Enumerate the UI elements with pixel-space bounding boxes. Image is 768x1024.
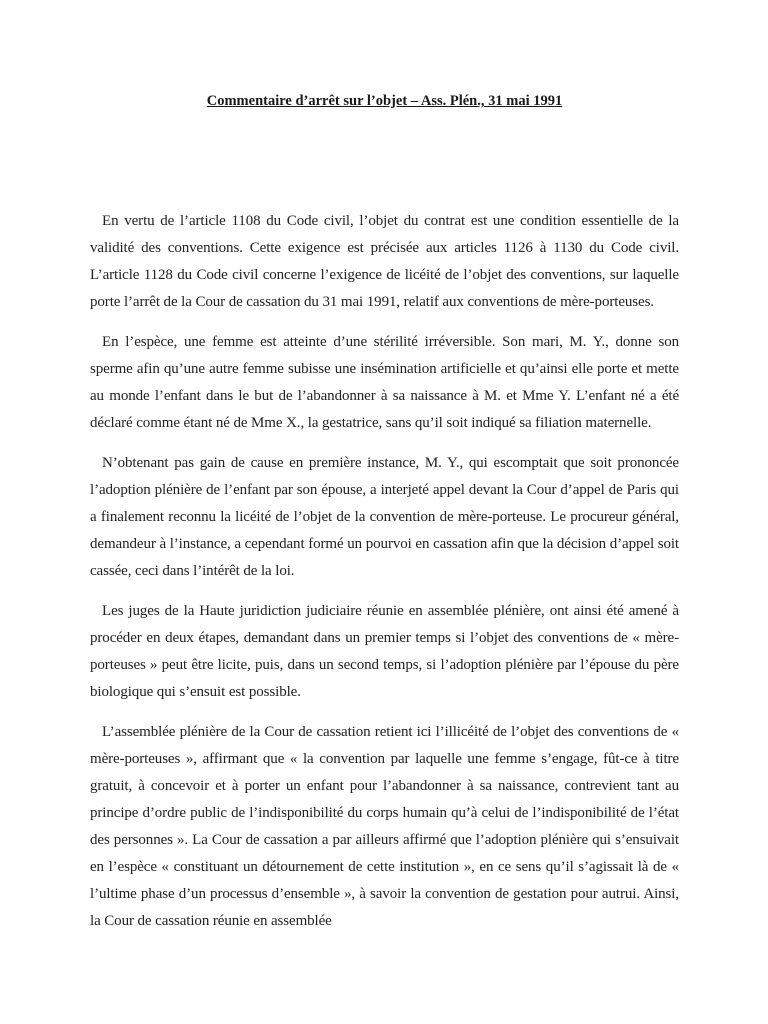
document-title: Commentaire d’arrêt sur l’objet – Ass. Plén., 31 mai 1991	[206, 93, 563, 109]
paragraph-4: Les juges de la Haute juridiction judiciaire réunie en assemblée plénière, ont ainsi été amené à procéder en deux étapes, demandant dans un premier temps si l’objet des conventions de « mère-porteuses » peut être licite, puis, dans un second temps, si l’adoption plénière par l’épouse du père biologique qui s’ensuit est possible.	[90, 603, 679, 700]
paragraph-5: L’assemblée plénière de la Cour de cassation retient ici l’illicéité de l’objet des conventions de « mère-porteuses », affirmant que « la convention par laquelle une femme s’engage, fût-ce à titre gratuit, à concevoir et à porter un enfant pour l’abandonner à sa naissance, contrevient tant au principe d’ordre public de l’indisponibilité du corps humain qu’à celui de l’indisponibilité de l’état des personnes ». La Cour de cassation a par ailleurs affirmé que l’adoption plénière qui s’ensuivait en l’espèce « constituant un détournement de cette institution », en ce sens qu’il s’agissait là de « l’ultime phase d’un processus d’ensemble », à savoir la convention de gestation pour autrui. Ainsi, la Cour de cassation réunie en assemblée	[90, 724, 679, 929]
paragraph-2: En l’espèce, une femme est atteinte d’une stérilité irréversible. Son mari, M. Y., donne son sperme afin qu’une autre femme subisse une insémination artificielle et qu’ainsi elle porte et mette au monde l’enfant dans le but de l’abandonner à sa naissance à M. et Mme Y. L’enfant né a été déclaré comme étant né de Mme X., la gestatrice, sans qu’il soit indiqué sa filiation maternelle.	[90, 334, 679, 431]
paragraph-3: N’obtenant pas gain de cause en première instance, M. Y., qui escomptait que soit prononcée l’adoption plénière de l’enfant par son épouse, a interjeté appel devant la Cour d’appel de Paris qui a finalement reconnu la licéité de l’objet de la convention de mère-porteuse. Le procureur général, demandeur à l’instance, a cependant formé un pourvoi en cassation afin que la décision d’appel soit cassée, ceci dans l’intérêt de la loi.	[90, 455, 679, 579]
paragraph-1: En vertu de l’article 1108 du Code civil, l’objet du contrat est une condition essentielle de la validité des conventions. Cette exigence est précisée aux articles 1126 à 1130 du Code civil. L’article 1128 du Code civil concerne l’exigence de licéité de l’objet des conventions, sur laquelle porte l’arrêt de la Cour de cassation du 31 mai 1991, relatif aux conventions de mère-porteuses.	[90, 213, 679, 310]
document-body	[90, 208, 679, 935]
